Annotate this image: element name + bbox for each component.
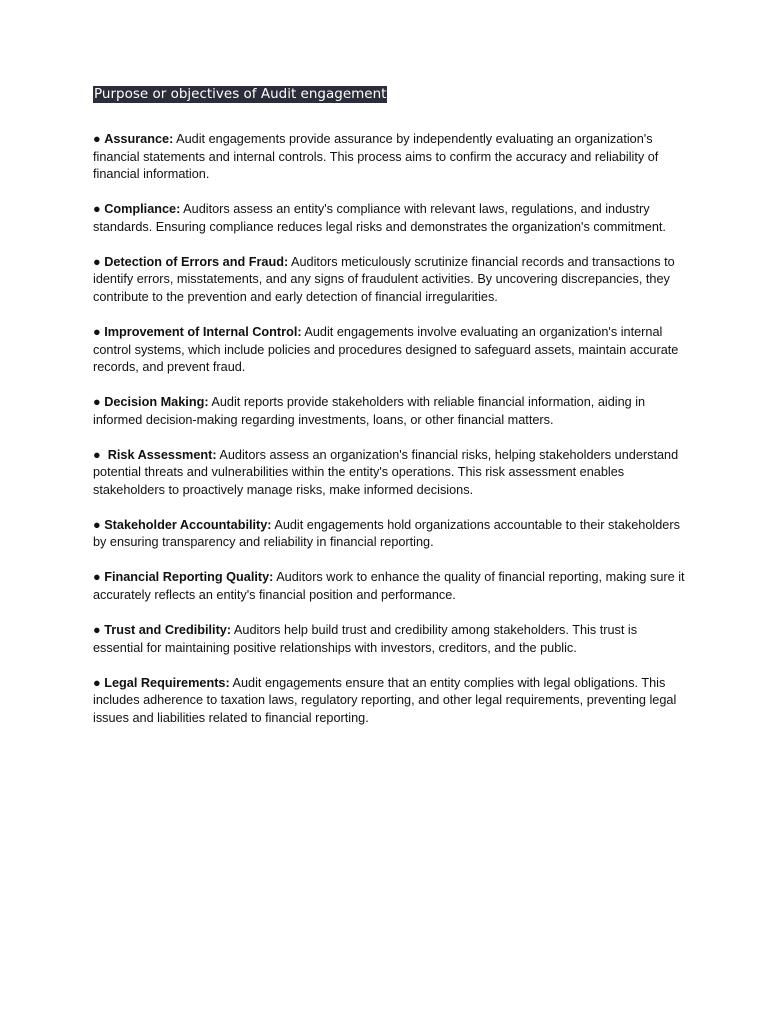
list-item-reporting-quality xyxy=(93,569,685,604)
bullet-icon: ● xyxy=(93,395,101,410)
bullet-icon: ● xyxy=(93,517,101,532)
item-term: Detection of Errors and Fraud: xyxy=(104,254,289,269)
item-text: Audit engagements involve evaluating an organization's internal control systems, which include policies and procedures designed to safeguard assets, maintain accurate records, and prevent fraud. xyxy=(93,324,679,375)
item-term: Risk Assessment: xyxy=(107,447,217,462)
item-term: Decision Making: xyxy=(104,395,209,410)
item-text: Auditors help build trust and credibility among stakeholders. This trust is essential for maintaining positive relationships with investors, creditors, and the public. xyxy=(93,623,638,655)
item-term: Trust and Credibility: xyxy=(104,623,232,637)
list-item-decision-making xyxy=(93,394,685,429)
item-term: Assurance: xyxy=(104,132,174,146)
item-term: Improvement of Internal Control: xyxy=(104,324,302,339)
bullet-icon: ● xyxy=(93,202,101,217)
list-item-detection xyxy=(93,254,685,307)
list-item-risk-assessment xyxy=(93,447,685,500)
bullet-icon: ● xyxy=(93,675,101,690)
item-term: Compliance: xyxy=(104,202,181,217)
list-item-trust-credibility xyxy=(93,622,685,657)
item-text: Auditors assess an entity's compliance with relevant laws, regulations, and industry standards. Ensuring compliance reduces legal risks and demonstrates the organization's commitment. xyxy=(93,202,666,234)
bullet-icon: ● xyxy=(93,447,101,462)
item-term: Legal Requirements: xyxy=(104,675,230,690)
item-text: Auditors work to enhance the quality of financial reporting, making sure it accurately reflects an entity's financial position and performance. xyxy=(93,570,685,603)
list-item-internal-control xyxy=(93,324,685,377)
bullet-icon: ● xyxy=(93,324,101,339)
item-text: Audit engagements hold organizations accountable to their stakeholders by ensuring transparency and reliability in financial reporting. xyxy=(93,517,680,550)
bullet-icon: ● xyxy=(93,623,101,637)
item-text: Audit engagements provide assurance by independently evaluating an organization's financial statements and internal controls. This process aims to confirm the accuracy and reliability of financial information. xyxy=(93,132,659,182)
bullet-icon: ● xyxy=(93,132,101,146)
list-item-stakeholder-accountability xyxy=(93,517,685,552)
list-item-legal-requirements xyxy=(93,675,685,728)
bullet-icon: ● xyxy=(93,570,101,585)
document-title: Purpose or objectives of Audit engagement xyxy=(94,86,387,102)
list-item-assurance xyxy=(93,131,685,184)
item-text: Audit engagements ensure that an entity complies with legal obligations. This includes adherence to taxation laws, regulatory reporting, and other legal requirements, preventing legal issues and liabilities related to financial reporting. xyxy=(93,675,677,725)
item-text: Audit reports provide stakeholders with reliable financial information, aiding in informed decision-making regarding investments, loans, or other financial matters. xyxy=(93,395,646,427)
bullet-icon: ● xyxy=(93,254,101,269)
item-text: Auditors meticulously scrutinize financial records and transactions to identify errors, misstatements, and any signs of fraudulent activities. By uncovering discrepancies, they contribute to the prevention and early detection of financial irregularities. xyxy=(93,254,675,304)
item-term: Financial Reporting Quality: xyxy=(104,570,274,585)
list-item-compliance xyxy=(93,201,685,236)
objectives-list xyxy=(93,131,685,745)
item-text: Auditors assess an organization's financial risks, helping stakeholders understand potential threats and vulnerabilities within the entity's operations. This risk assessment enables stakeholders to proactively manage risks, make informed decisions. xyxy=(93,447,679,497)
item-term: Stakeholder Accountability: xyxy=(104,517,272,532)
